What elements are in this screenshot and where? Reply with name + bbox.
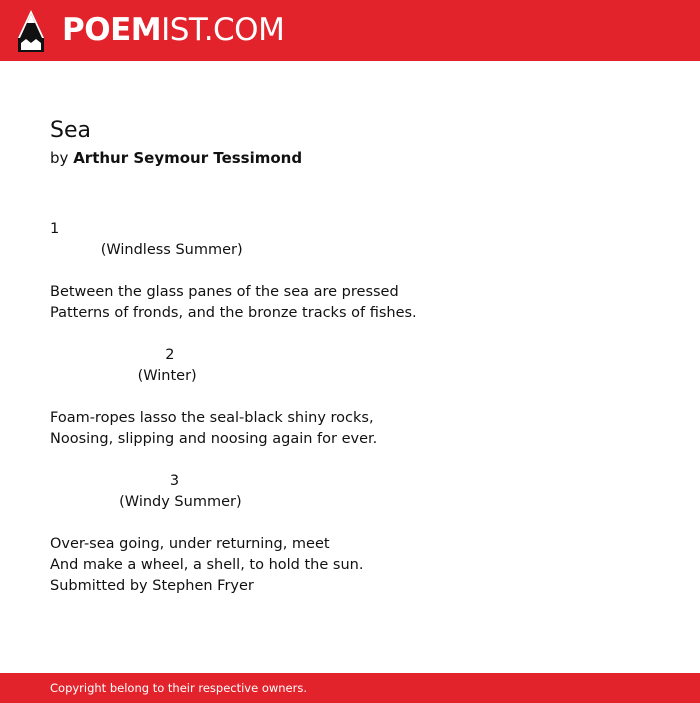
poem-line: (Windy Summer) [50,494,242,510]
poem-line: 1 [50,221,60,237]
copyright-text: Copyright belong to their respective owners. [50,681,308,695]
logo-text-light: IST.COM [161,12,285,48]
pencil-icon[interactable] [18,10,44,52]
poem-line: And make a wheel, a shell, to hold the sun. [50,557,364,573]
poem-line [50,450,417,471]
logo-text-bold: POEM [62,12,162,48]
author-link[interactable]: Arthur Seymour Tessimond [73,149,303,167]
poem-header [50,116,650,170]
poem-title: Sea [50,118,91,143]
poem-line: (Winter) [50,368,197,384]
poem-line [50,261,417,282]
poem-line: (Windless Summer) [50,242,243,258]
poem-body [50,219,417,597]
poem-line: Over-sea going, under returning, meet [50,536,330,552]
poem-line [50,324,417,345]
poem-line [50,513,417,534]
by-label: by [50,149,69,167]
poem-line: Between the glass panes of the sea are pressed [50,284,399,300]
site-logo-link[interactable] [62,12,284,48]
poem-line: Patterns of fronds, and the bronze tracks of fishes. [50,305,417,321]
byline [50,146,650,170]
poem-line: 3 [50,473,180,489]
poem-line: Noosing, slipping and noosing again for ever. [50,431,378,447]
poem-line: Foam-ropes lasso the seal-black shiny rocks, [50,410,374,426]
poem-line: Submitted by Stephen Fryer [50,578,254,594]
poem-line [50,387,417,408]
site-footer [0,673,700,703]
site-header [0,0,700,61]
poem-line: 2 [50,347,175,363]
